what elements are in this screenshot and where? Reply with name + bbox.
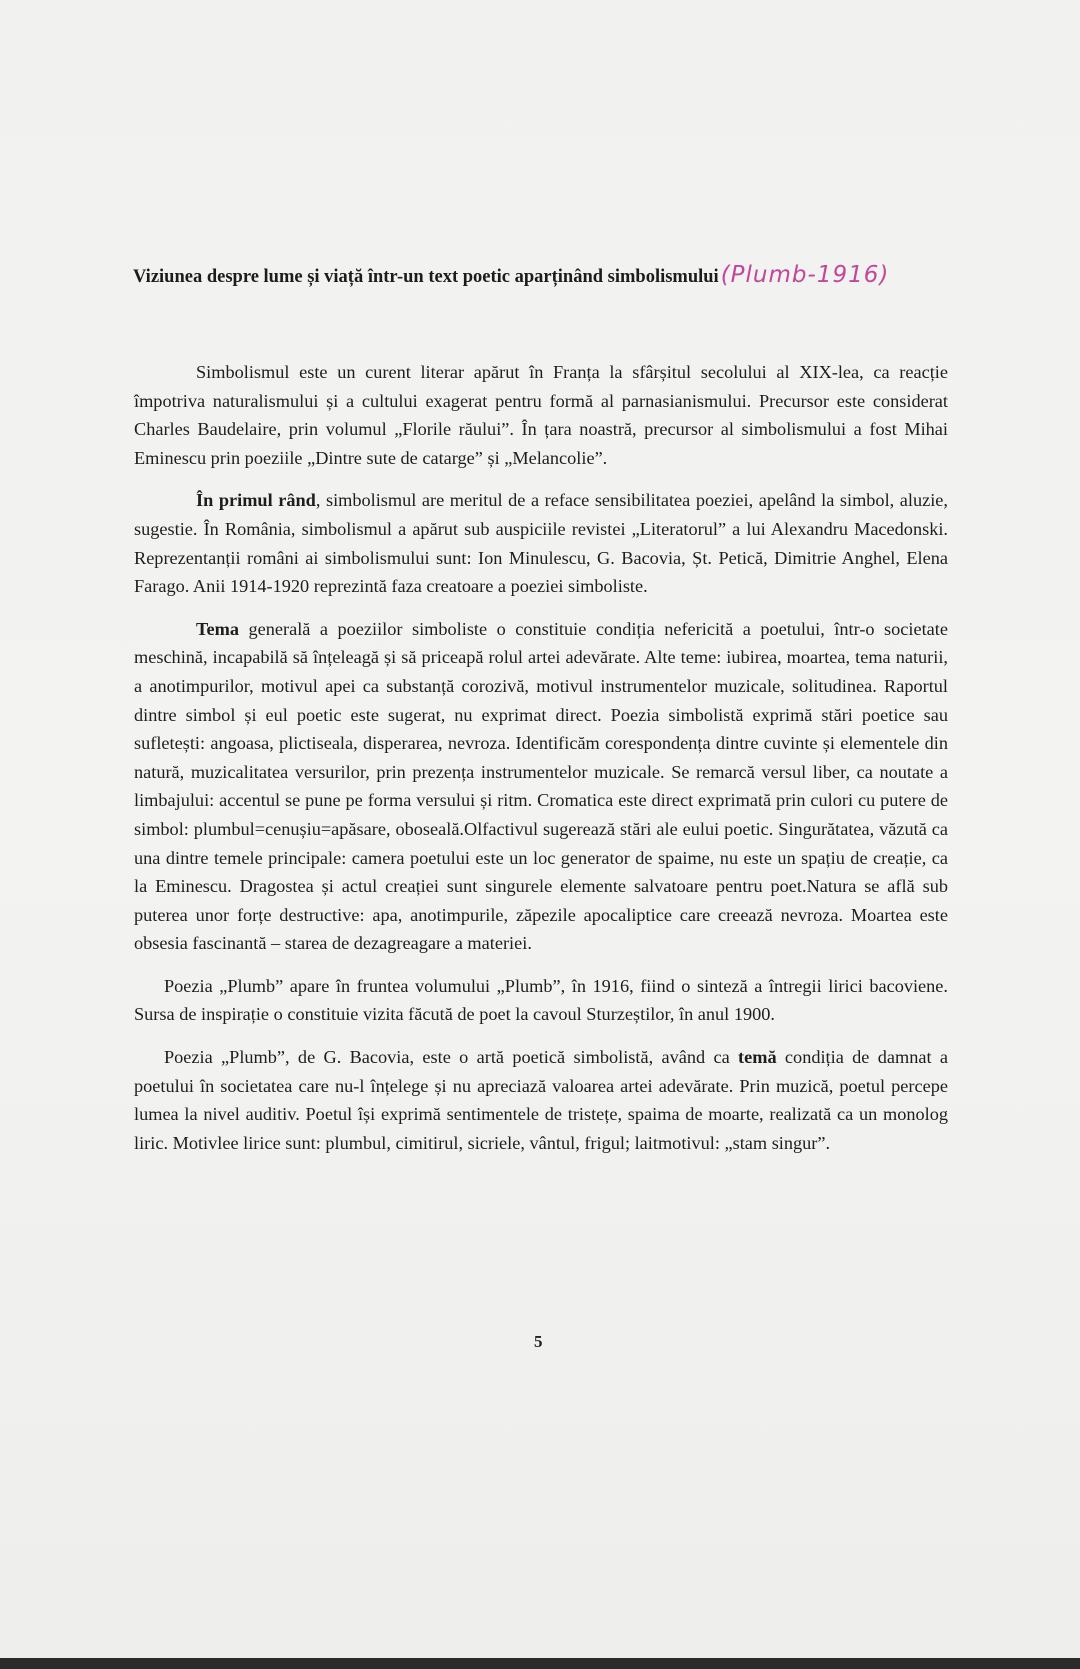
paragraph-text: Poezia „Plumb” apare în fruntea volumului „Plumb”, în 1916, fiind o sinteză a întregii lirici bacoviene. Sursa de inspirație o constituie vizita făcută de poet la cavoul Sturzeștilor, în anul 1900.	[134, 975, 948, 1025]
paragraph	[134, 1043, 948, 1157]
paragraph	[134, 615, 948, 958]
document-title	[133, 262, 889, 288]
paragraph-text: Poezia „Plumb”, de G. Bacovia, este o artă poetică simbolistă, având ca	[164, 1047, 739, 1068]
handwritten-note: (Plumb-1916)	[720, 262, 890, 288]
paragraph	[134, 972, 948, 1029]
document-body	[134, 358, 948, 1171]
paragraph-text: , simbolismul are meritul de a reface sensibilitatea poeziei, apelând la simbol, aluzie, sugestie. În România, simbolismul a apărut sub auspiciile revistei „Literatorul” a lui Alexandru Macedonski. Reprezentanții români ai simbolismului sunt: Ion Minulescu, G. Bacovia, Șt. Petică, Dimitrie Anghel, Elena Farago. Anii 1914-1920 reprezintă faza creatoare a poeziei simboliste.	[134, 490, 948, 597]
paragraph-text: condiția de damnat a poetului în societatea care nu-l înțelege și nu apreciază valoarea artei adevărate. Prin muzică, poetul percepe lumea la nivel auditiv. Poetul își exprimă sentimentele de tristețe, spaima de moarte, realizată ca un monolog liric. Motivlee lirice sunt: plumbul, cimitirul, sicriele, vântul, frigul; laitmotivul: „stam singur”.	[134, 1047, 948, 1153]
paragraph	[134, 486, 948, 600]
paragraph	[134, 358, 948, 472]
bold-text: temă	[738, 1047, 777, 1068]
bold-text: În primul rând	[196, 490, 316, 511]
paragraph-text: Simbolismul este un curent literar apărut în Franța la sfârșitul secolului al XIX-lea, ca reacție împotriva naturalismului și a cultului exagerat pentru formă al parnasianismului. Precursor este considerat Charles Baudelaire, prin volumul „Florile răului”. În țara noastră, precursor al simbolismului a fost Mihai Eminescu prin poeziile „Dintre sute de catarge” și „Melancolie”.	[134, 362, 948, 468]
scan-edge	[0, 1658, 1080, 1669]
bold-text: Tema	[196, 618, 239, 639]
page-number: 5	[534, 1332, 543, 1351]
paragraph-text: generală a poeziilor simboliste o constituie condiția nefericită a poetului, într-o societate meschină, incapabilă să înțeleagă și să priceapă rolul artei adevărate. Alte teme: iubirea, moartea, tema naturii, a anotimpurilor, motivul apei ca substanță corozivă, motivul instrumentelor muzicale, solitudinea. Raportul dintre simbol și eul poetic este sugerat, nu exprimat direct. Poezia simbolistă exprimă stări poetice sau sufletești: angoasa, plictiseala, disperarea, nevroza. Identificăm corespondența dintre cuvinte și elementele din natură, muzicalitatea versurilor, prin prezența instrumentelor muzicale. Se remarcă versul liber, ca noutate a limbajului: accentul se pune pe forma versului și ritm. Cromatica este direct exprimată prin culori cu putere de simbol: plumbul=cenușiu=apăsare, oboseală.Olfactivul sugerează stări ale eului poetic. Singurătatea, văzută ca una dintre temele principale: camera poetului este un loc generator de spaime, nu este un spațiu de creație, ca la Eminescu. Dragostea și actul creației sunt singurele elemente salvatoare pentru poet.Natura se află sub puterea unor forțe destructive: apa, anotimpurile, zăpezile apocaliptice care creează nevroza. Moartea este obsesia fascinantă – starea de dezagreagare a materiei.	[134, 618, 948, 954]
title-text: Viziunea despre lume și viață într-un text poetic aparținând simbolismului	[133, 267, 719, 287]
